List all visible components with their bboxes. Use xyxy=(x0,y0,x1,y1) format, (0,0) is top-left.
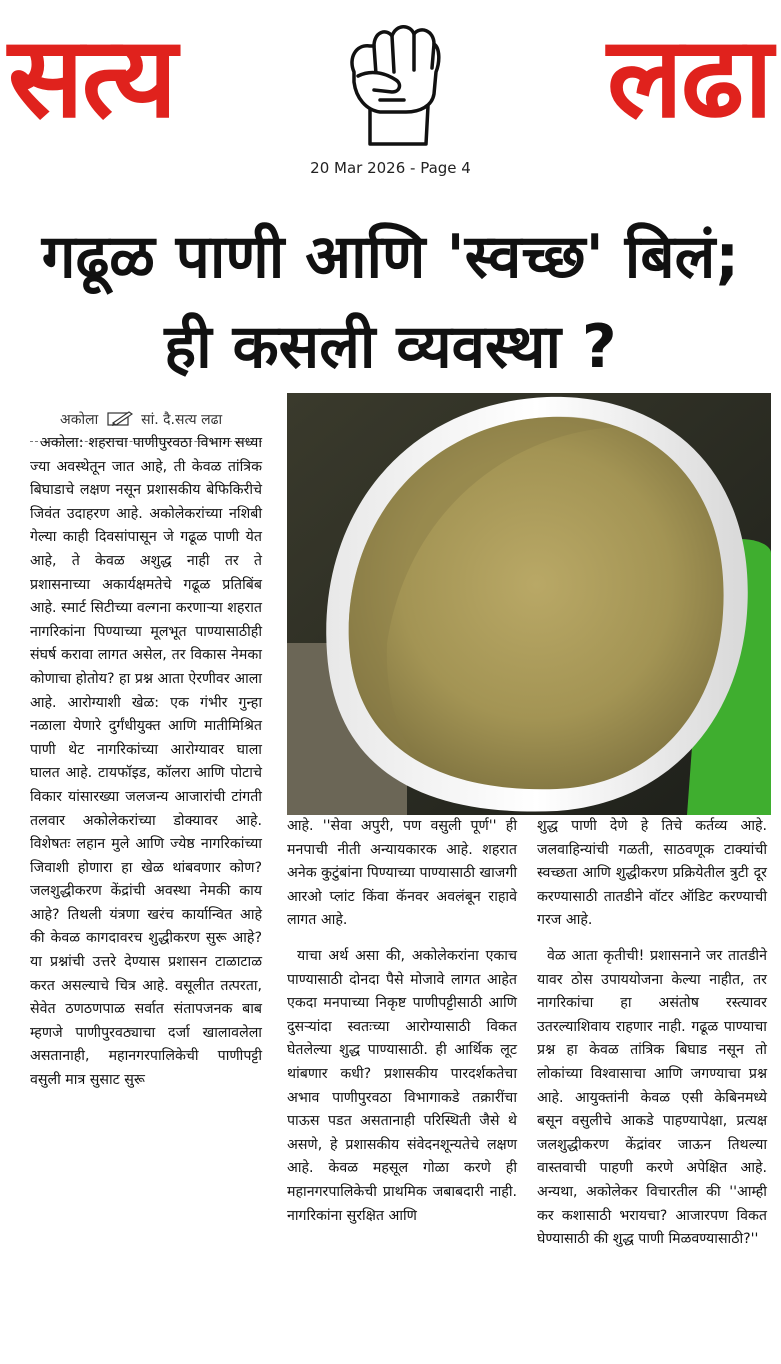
article-paragraph: अकोला: शहराचा पाणीपुरवठा विभाग सध्या ज्या अवस्थेतून जात आहे, ती केवळ तांत्रिक बिघाडाचे लक्षण नसून प्रशासकीय बेफिकिरीचे जिवंत उदाहरण आहे. अकोलेकरांच्या नशिबी गेल्या काही दिवसांपासून जे गढूळ पाणी येत आहे, ते केवळ अशुद्ध नाही तर ते प्रशासनाच्या अकार्यक्षमतेचे गढूळ प्रतिबिंब आहे. स्मार्ट सिटीच्या वल्गना करणाऱ्या शहरात नागरिकांना पिण्याच्या मूलभूत पाण्यासाठीही संघर्ष करावा लागत असेल, तर विकास नेमका कोणाचा होतोय? हा प्रश्न आता ऐरणीवर आला आहे. आरोग्याशी खेळ: एक गंभीर गुन्हा नळाला येणारे दुर्गंधीयुक्त आणि मातीमिश्रित पाणी थेट नागरिकांच्या आरोग्यावर घाला घालत आहे. टायफॉइड, कॉलरा आणि पोटाचे विकार यांसारख्या जलजन्य आजारांची टांगती तलवार अकोलेकरांच्या डोक्यावर आहे. विशेषतः लहान मुले आणि ज्येष्ठ नागरिकांच्या जिवाशी होणारा हा खेळ थांबवणार कोण? जलशुद्धीकरण केंद्रांची अवस्था नेमकी काय आहे? तिथली यंत्रणा खरंच कार्यान्वित आहे की केवळ कागदावरच शुद्धीकरण सुरू आहे? या प्रश्नांची उत्तरे देण्यास प्रशासन टाळाटाळ करत असल्याचे चित्र आहे. वसूलीत तत्परता, सेवेत ठणठणपाळ सर्वात संतापजनक बाब म्हणजे पाणीपुरवठ्याचा दर्जा खालावलेला असतानाही, महानगरपालिकेची पाणीपट्टी वसुली मात्र सुसाट सुरू xyxy=(30,435,262,1089)
article-paragraph: आहे. ''सेवा अपुरी, पण वसुली पूर्ण'' ही मनपाची नीती अन्यायकारक आहे. शहरात अनेक कुटुंबांना पिण्याच्या पाण्यासाठी खाजगी आरओ प्लांट किंवा कॅनवर अवलंबून राहावे लागत आहे. xyxy=(287,818,517,929)
article-column-1 xyxy=(30,432,262,1093)
article-paragraph: वेळ आता कृतीची! प्रशासनाने जर तातडीने यावर ठोस उपाययोजना केल्या नाहीत, तर नागरिकांचा हा असंतोष रस्त्यावर उतरल्याशिवाय राहणार नाही. गढूळ पाण्याचा प्रश्न हा केवळ तांत्रिक बिघाड नसून तो लोकांच्या विश्वासाचा आणि जगण्याचा प्रश्न आहे. आयुक्तांनी केवळ एसी केबिनमध्ये बसून वसुलीचे आकडे पाहण्यापेक्षा, प्रत्यक्ष जलशुद्धीकरण केंद्रांवर जाऊन तिथल्या वास्तवाची पाहणी करणे अपेक्षित आहे. अन्यथा, अकोलेकर विचारतील की ''आम्ही कर कशासाठी भरायचा? आजारपण विकत घेण्यासाठी की शुद्ध पाणी मिळवण्यासाठी?'' xyxy=(537,947,767,1248)
masthead-title-left: सत्य xyxy=(8,13,176,143)
byline xyxy=(60,410,260,430)
byline-place: अकोला xyxy=(60,412,99,428)
byline-source: सां. दै.सत्य लढा xyxy=(141,412,223,428)
article-photo xyxy=(287,393,771,815)
raised-fist-icon xyxy=(340,10,446,148)
article-paragraph: शुद्ध पाणी देणे हे तिचे कर्तव्य आहे. जलवाहिन्यांची गळती, साठवणूक टाक्यांची स्वच्छता आणि शुद्धीकरण प्रक्रियेतील त्रुटी दूर करण्यासाठी तातडीने वॉटर ऑडिट करण्याची गरज आहे. xyxy=(537,818,767,929)
article-column-2 xyxy=(287,815,517,1228)
pen-icon xyxy=(107,410,133,430)
masthead xyxy=(0,0,781,160)
masthead-title-right: लढा xyxy=(607,13,771,143)
article-column-3 xyxy=(537,815,767,1252)
dateline: 20 Mar 2026 - Page 4 xyxy=(310,159,471,177)
headline: गढूळ पाणी आणि 'स्वच्छ' बिलं; ही कसली व्यवस्था ? xyxy=(41,222,740,382)
article-paragraph: याचा अर्थ असा की, अकोलेकरांना एकाच पाण्यासाठी दोनदा पैसे मोजावे लागत आहेत एकदा मनपाच्या निकृष्ट पाणीपट्टीसाठी आणि दुसऱ्यांदा स्वतःच्या आरोग्यासाठी विकत घेतलेल्या शुद्ध पाण्यासाठी. ही आर्थिक लूट थांबणार कधी? प्रशासकीय पारदर्शकतेचा अभाव पाणीपुरवठा विभागाकडे तक्रारींचा पाऊस पडत असतानाही परिस्थिती जैसे थे असणे, हे प्रशासकीय संवेदनशून्यतेचे लक्षण आहे. केवळ महसूल गोळा करणे ही महानगरपालिकेची प्राथमिक जबाबदारी नाही. नागरिकांना सुरक्षित आणि xyxy=(287,947,517,1224)
